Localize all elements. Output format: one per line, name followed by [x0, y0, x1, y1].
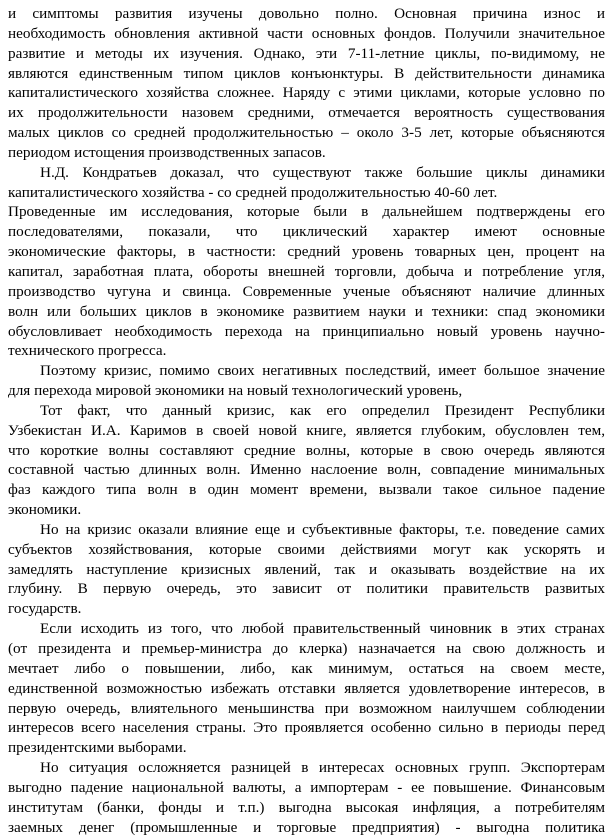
- text-line: государств.: [8, 600, 82, 618]
- text-line: выгодно падение национальной валюты, а импортерам - ее повышение. Финансовым: [8, 778, 605, 796]
- text-line: мечтает либо о повышении, либо, как минимум, остаться на своем месте,: [8, 659, 605, 677]
- text-line: Но ситуация осложняется разницей в интересах основных групп. Экспортерам: [40, 759, 605, 777]
- text-line: Но на кризис оказали влияние еще и субъективные факторы, т.е. поведение самих: [40, 520, 605, 538]
- paragraph: [8, 202, 605, 361]
- text-line: капитал, заработная плата, обороты внешней торговли, добыча и потребление угля,: [8, 262, 605, 280]
- paragraph: [8, 361, 605, 401]
- text-line: и симптомы развития изучены довольно полно. Основная причина износ и: [8, 5, 605, 22]
- text-line: (от президента и премьер-министра до клерка) назначается на свою должность и: [8, 640, 605, 657]
- text-line: технического прогресса.: [8, 342, 167, 360]
- text-line: президентскими выборами.: [8, 739, 187, 757]
- text-line: Тот факт, что данный кризис, как его определил Президент Республики: [40, 401, 605, 419]
- text-line: Узбекистан И.А. Каримов в своей новой книге, является глубоким, обусловлен тем,: [8, 421, 605, 439]
- text-line: производство чугуна и свинца. Современные ученые объясняют наличие длинных: [8, 282, 605, 300]
- text-line: Поэтому кризис, помимо своих негативных последствий, имеет большое значение: [40, 362, 605, 380]
- text-line: фаз каждого типа волн в один момент времени, вызвали такое сильное падение: [8, 481, 605, 499]
- text-line: их продолжительности назовем средними, отмечается вероятность существования: [8, 104, 605, 122]
- text-line: являются единственным типом циклов конъюнктуры. В действительности динамика: [8, 64, 605, 82]
- paragraph: [8, 401, 605, 520]
- text-line: Проведенные им исследования, которые были в дальнейшем подтверждены его: [8, 203, 605, 221]
- text-line: замедлять наступление кризисных явлений, так и оказывать воздействие на их: [8, 560, 605, 578]
- document-page: [8, 4, 605, 837]
- text-line: глубину. В первую очередь, это зависит от политики правительств развитых: [8, 580, 605, 598]
- text-line: развитие и методы их изучения. Однако, эти 7-11-летние циклы, по-видимому, не: [8, 44, 605, 62]
- paragraph: [8, 619, 605, 758]
- text-line: Н.Д. Кондратьев доказал, что существуют также большие циклы динамики: [40, 163, 605, 181]
- text-line: что короткие волны составляют средние волны, которые в свою очередь являются: [8, 441, 605, 459]
- text-line: для перехода мировой экономики на новый технологический уровень,: [8, 382, 463, 400]
- text-line: единственной возможностью избежать отставки является удовлетворение интересов, в: [8, 679, 605, 697]
- text-line: капиталистического хозяйства сложнее. Наряду с этими циклами, которые условно по: [8, 84, 605, 102]
- text-line: экономические факторы, в частности: средний уровень товарных цен, процент на: [8, 243, 605, 261]
- text-line: субъектов хозяйствования, которые своими действиями могут как ускорять и: [8, 540, 605, 558]
- text-line: Если исходить из того, что любой правительственный чиновник в этих странах: [40, 620, 605, 638]
- paragraph: [8, 163, 605, 203]
- text-line: волн или больших циклов в экономике развитием науки и техники: спад экономики: [8, 302, 605, 320]
- text-line: малых циклов со средней продолжительностью – около 3-5 лет, которые объясняются: [8, 124, 605, 142]
- paragraph: [8, 758, 605, 837]
- text-line: последователями, показали, что циклический характер имеют основные: [8, 223, 605, 241]
- text-line: интересов всего населения страны. Это проявляется особенно сильно в периоды перед: [8, 719, 605, 737]
- text-line: составной частью длинных волн. Именно наслоение волн, совпадение минимальных: [8, 461, 605, 479]
- text-line: обусловливает необходимость перехода на принципиально новый уровень научно-: [8, 322, 605, 340]
- paragraph: [8, 4, 605, 163]
- text-line: институтам (банки, фонды и т.п.) выгодна высокая инфляция, а потребителям: [8, 798, 605, 816]
- text-line: капиталистического хозяйства - со средней продолжительностью 40-60 лет.: [8, 183, 498, 201]
- text-line: первую очередь, влиятельного меньшинства при возможном наилучшем соблюдении: [8, 699, 605, 717]
- paragraph: [8, 520, 605, 619]
- text-line: периодом истощения производственных запасов.: [8, 143, 326, 161]
- text-line: заемных денег (промышленные и торговые предприятия) - выгодна политика: [8, 818, 605, 836]
- text-line: необходимость обновления активной части основных фондов. Получили значительное: [8, 24, 605, 42]
- text-line: экономики.: [8, 501, 82, 519]
